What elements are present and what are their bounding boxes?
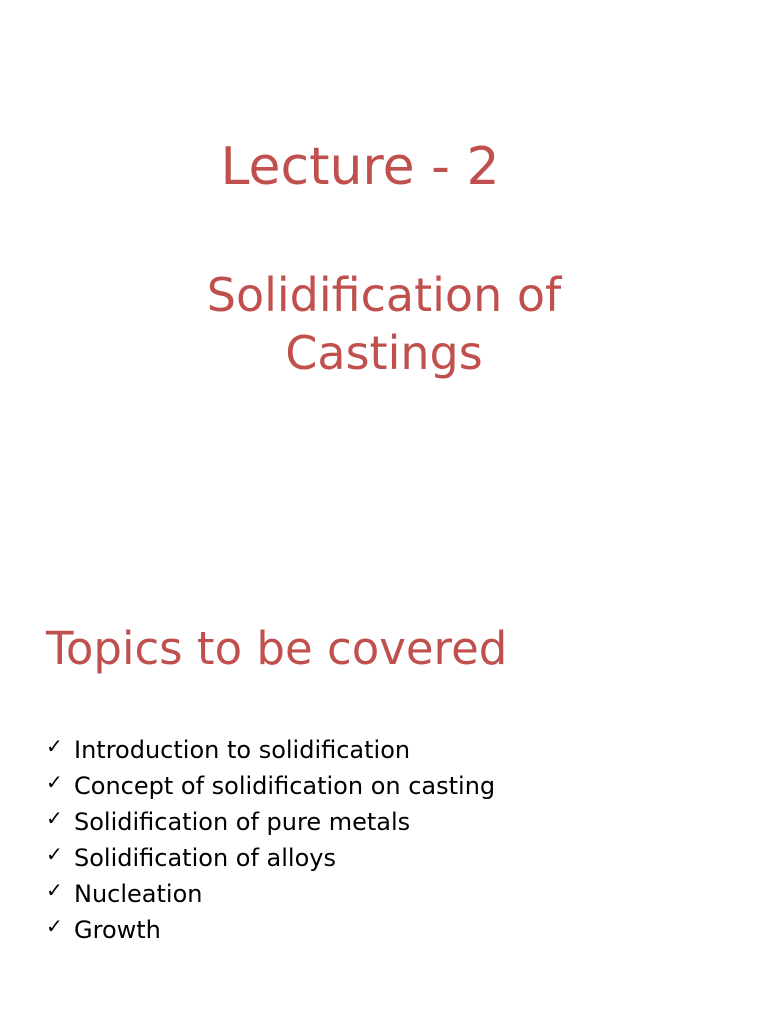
topic-label: Growth	[74, 916, 161, 944]
list-item	[46, 804, 495, 840]
check-icon: ✓	[46, 878, 63, 902]
topics-heading: Topics to be covered	[46, 622, 508, 675]
list-item	[46, 876, 495, 912]
topic-label: Introduction to solidification	[74, 736, 411, 764]
subtitle-line: Solidification of	[206, 268, 562, 322]
subtitle-line: Castings	[285, 326, 483, 380]
list-item	[46, 840, 495, 876]
list-item	[46, 732, 495, 768]
check-icon: ✓	[46, 770, 63, 794]
check-icon: ✓	[46, 914, 63, 938]
slide-subtitle	[0, 266, 768, 382]
check-icon: ✓	[46, 806, 63, 830]
check-icon: ✓	[46, 734, 63, 758]
topic-label: Nucleation	[74, 880, 203, 908]
check-icon: ✓	[46, 842, 63, 866]
slide-title: Lecture - 2	[220, 137, 500, 197]
topic-list	[46, 732, 495, 948]
topic-label: Concept of solidification on casting	[74, 772, 496, 800]
topic-label: Solidification of alloys	[74, 844, 336, 872]
list-item	[46, 768, 495, 804]
list-item	[46, 912, 495, 948]
topic-label: Solidification of pure metals	[74, 808, 411, 836]
